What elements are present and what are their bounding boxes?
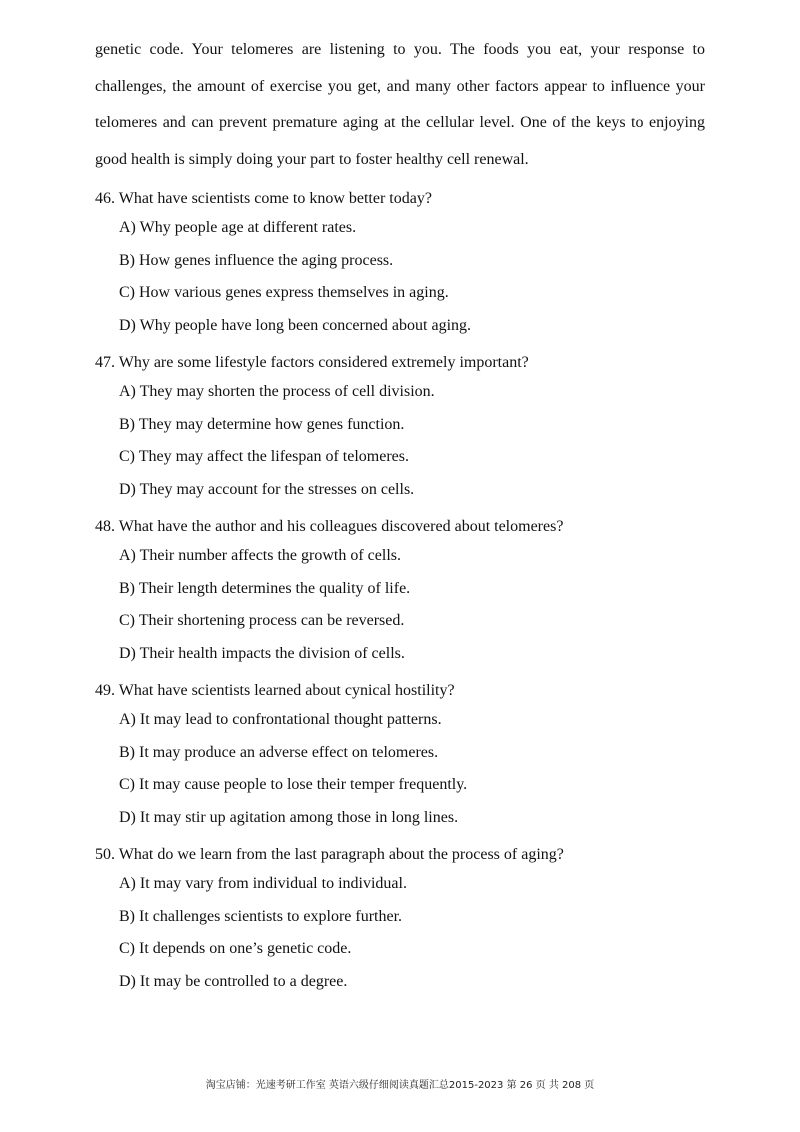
option-a: A) It may vary from individual to individual. <box>119 875 407 892</box>
option-a: A) Why people age at different rates. <box>119 219 357 236</box>
option-b: B) It challenges scientists to explore further. <box>119 907 403 925</box>
question-stem: 46. What have scientists come to know better today? <box>95 190 432 207</box>
option-b: B) They may determine how genes function. <box>119 415 405 433</box>
option-d: D) Their health impacts the division of cells. <box>119 644 405 662</box>
option-d: D) Why people have long been concerned about aging. <box>119 316 472 334</box>
option-d: D) They may account for the stresses on cells. <box>119 480 415 498</box>
question-stem: 47. Why are some lifestyle factors considered extremely important? <box>95 354 529 371</box>
passage-paragraph: genetic code. Your telomeres are listening to you. The foods you eat, your response to challenges, the amount of exercise you get, and many other factors appear to influence your telomeres and can prevent premature aging at the cellular level. One of the keys to enjoying good health is simply doing your part to foster healthy cell renewal. <box>95 41 705 168</box>
question-49 <box>95 678 705 834</box>
option-a: A) It may lead to confrontational thought patterns. <box>119 711 442 728</box>
question-47 <box>95 350 705 506</box>
option-c: C) Their shortening process can be reversed. <box>119 612 405 629</box>
question-stem: 48. What have the author and his colleagues discovered about telomeres? <box>95 518 564 535</box>
option-b: B) It may produce an adverse effect on telomeres. <box>119 743 439 761</box>
question-46 <box>95 186 705 342</box>
option-b: B) How genes influence the aging process. <box>119 251 394 269</box>
question-50 <box>95 842 705 998</box>
option-c: C) It depends on one’s genetic code. <box>119 940 352 957</box>
page-footer: 淘宝店铺：光速考研工作室 英语六级仔细阅读真题汇总2015-2023 第 26 页 共 208 页 <box>205 1080 595 1091</box>
option-a: A) They may shorten the process of cell division. <box>119 383 435 400</box>
option-c: C) It may cause people to lose their temper frequently. <box>119 776 468 793</box>
option-d: D) It may stir up agitation among those in long lines. <box>119 808 459 826</box>
option-b: B) Their length determines the quality of life. <box>119 579 411 597</box>
question-list <box>95 186 705 998</box>
question-48 <box>95 514 705 670</box>
option-c: C) How various genes express themselves in aging. <box>119 284 449 301</box>
option-a: A) Their number affects the growth of cells. <box>119 547 401 564</box>
option-c: C) They may affect the lifespan of telomeres. <box>119 448 409 465</box>
question-stem: 50. What do we learn from the last paragraph about the process of aging? <box>95 846 564 863</box>
option-d: D) It may be controlled to a degree. <box>119 972 348 990</box>
question-stem: 49. What have scientists learned about cynical hostility? <box>95 682 455 699</box>
